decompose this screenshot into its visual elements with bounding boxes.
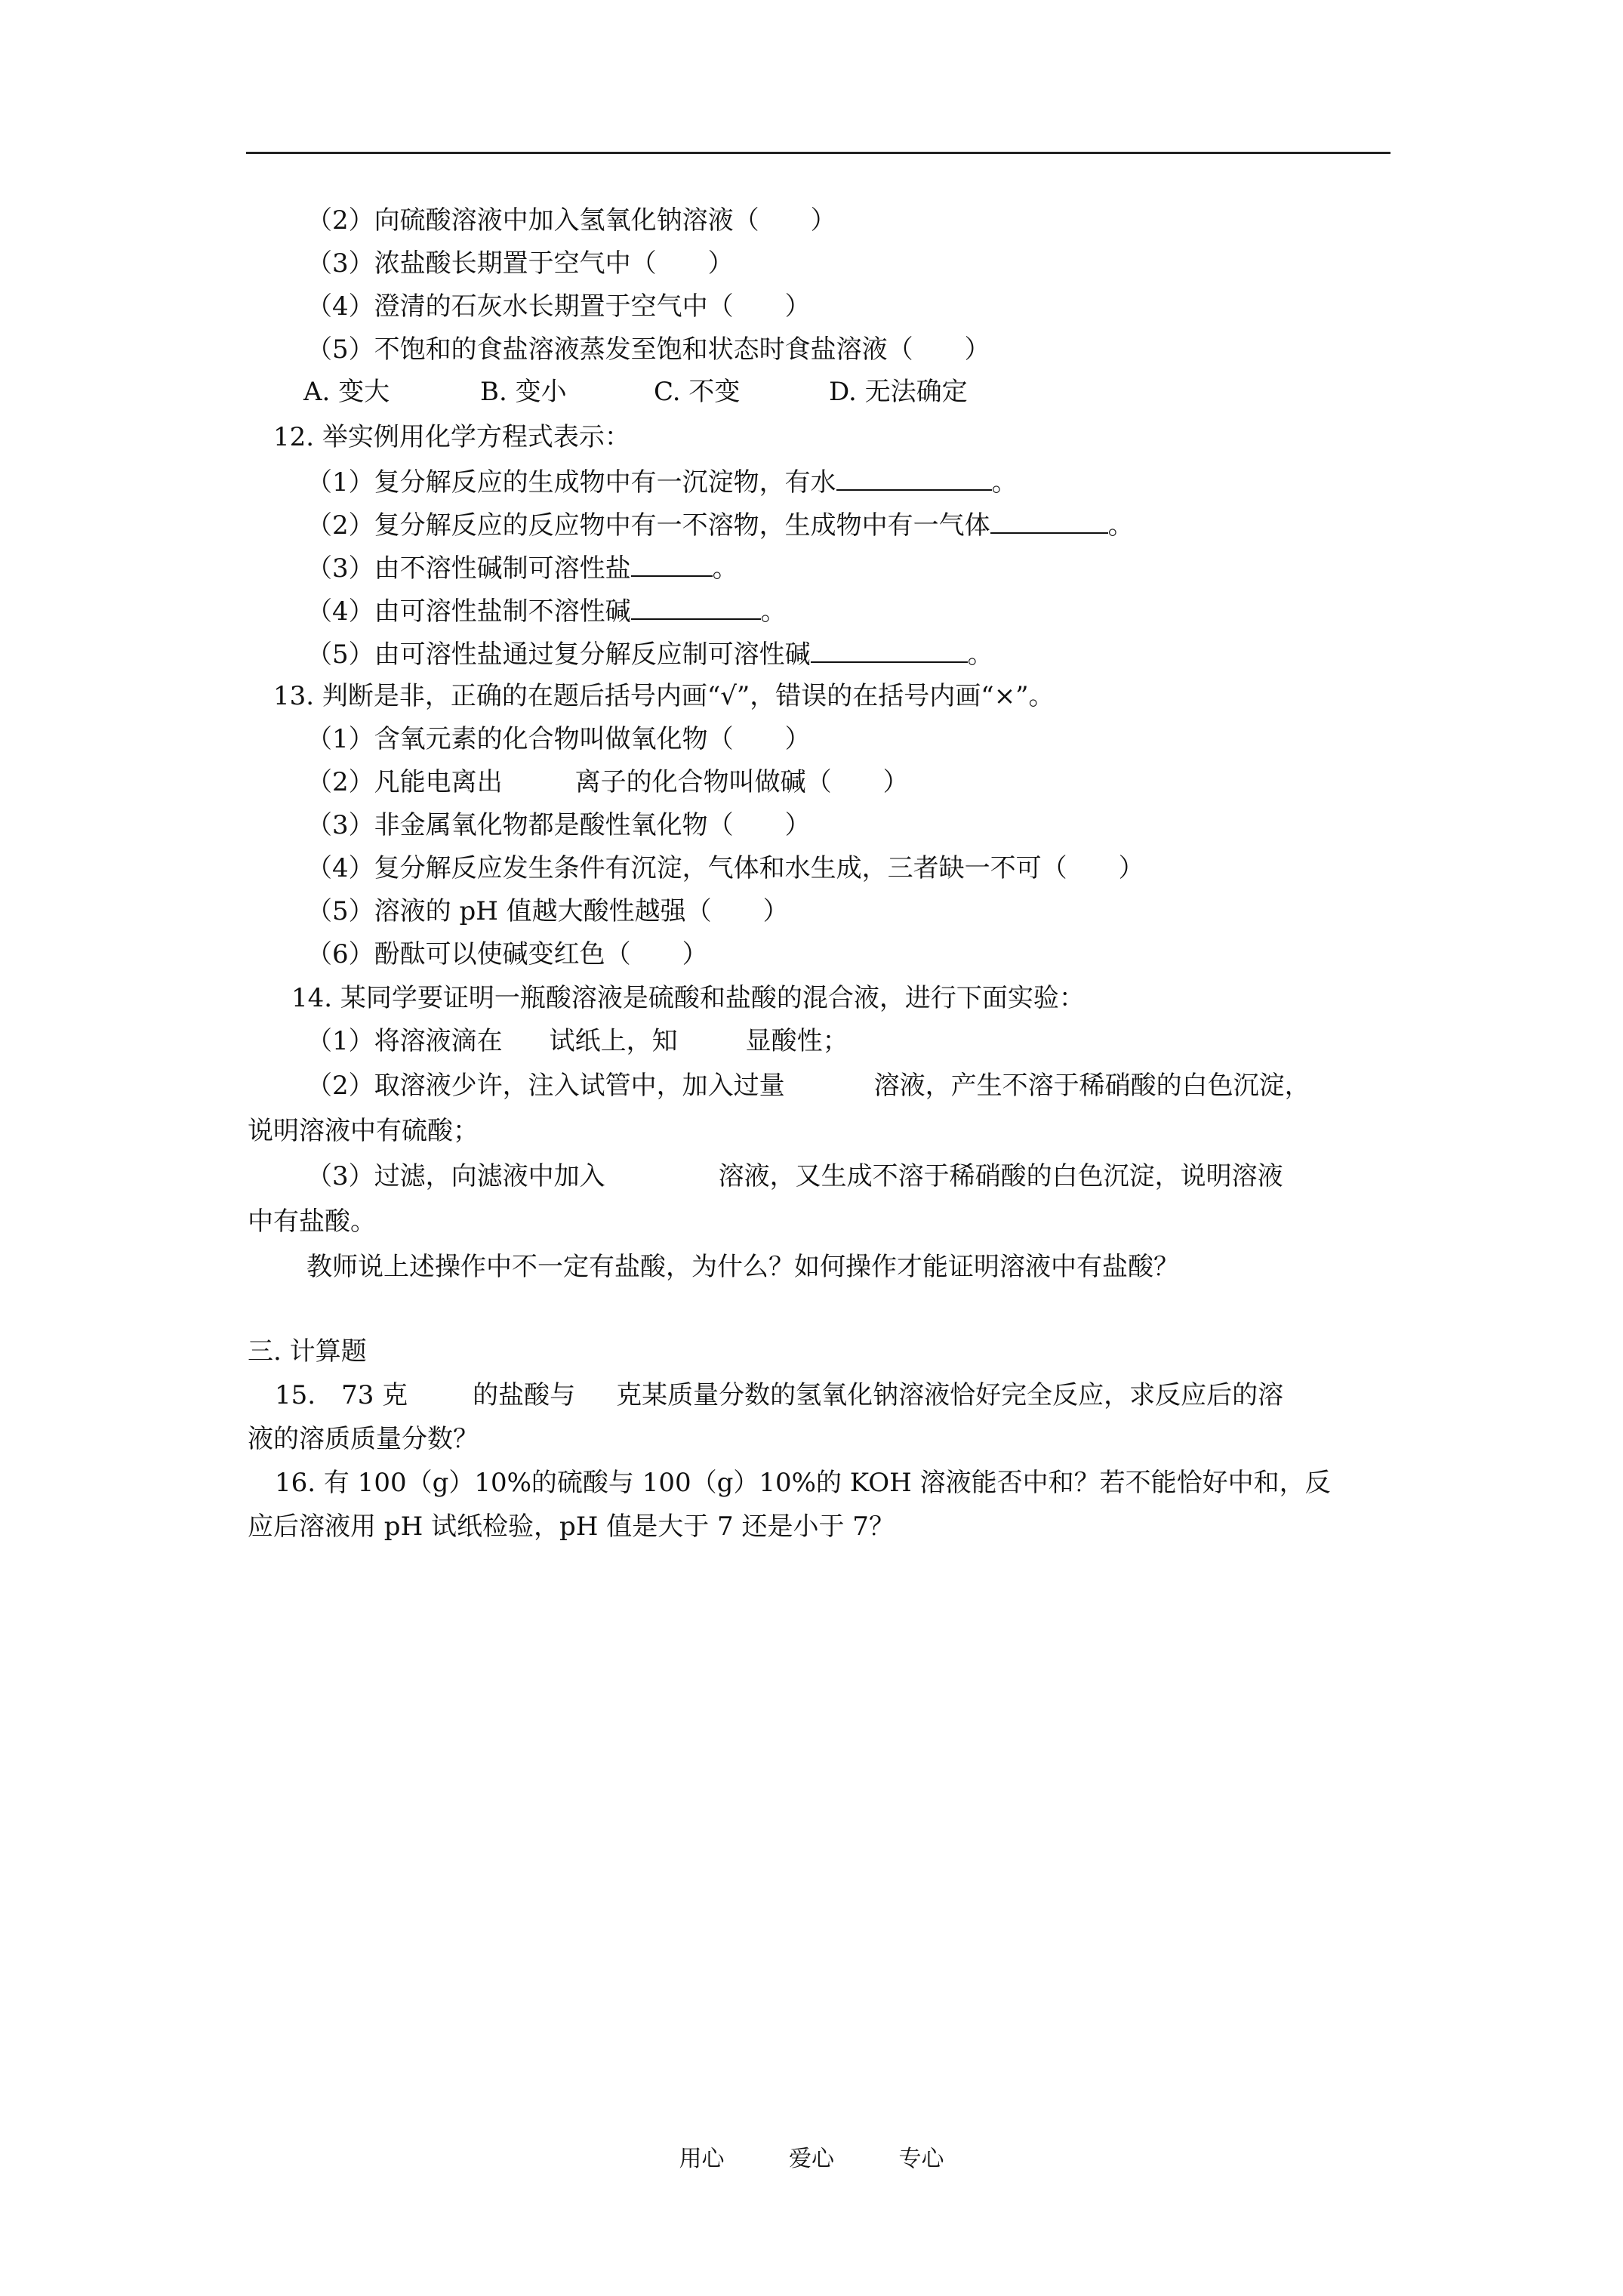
footer-text: 专心 [898, 2146, 944, 2172]
q14-step-1: （1）将溶液滴在 试纸上，知 显酸性； [306, 1026, 848, 1056]
q12-item-2: （2）复分解反应的反应物中有一不溶物，生成物中有一气体 。 [306, 507, 1134, 542]
q14-teacher-note: 教师说上述操作中不一定有盐酸，为什么？如何操作才能证明溶液中有盐酸？ [306, 1252, 1179, 1282]
q14-step-3: （3）过滤，向滤液中加入 溶液，又生成不溶于稀硝酸的白色沉淀，说明溶液 [306, 1161, 1283, 1191]
q12-item-4: （4）由可溶性盐制不溶性碱 。 [306, 593, 787, 628]
q12-item-1: （1）复分解反应的生成物中有一沉淀物，有水 。 [306, 464, 1018, 499]
q11-item-3: （3）浓盐酸长期置于空气中（ ） [306, 248, 734, 279]
q12-title: 12. 举实例用化学方程式表示： [273, 422, 630, 452]
q14-step-2-cont: 说明溶液中有硫酸； [248, 1116, 479, 1146]
q13-item-4: （4）复分解反应发生条件有沉淀，气体和水生成，三者缺一不可（ ） [306, 853, 1144, 883]
q14-step-3-cont: 中有盐酸。 [248, 1207, 376, 1237]
page-footer [0, 2144, 1623, 2174]
q14-step-2: （2）取溶液少许，注入试管中，加入过量 溶液，产生不溶于稀硝酸的白色沉淀， [306, 1071, 1310, 1101]
answer-blank [990, 507, 1108, 534]
q11-item-2: （2）向硫酸溶液中加入氢氧化钠溶液（ ） [306, 205, 836, 236]
section-3-title: 三. 计算题 [248, 1336, 367, 1367]
q11-option-d: D. 无法确定 [829, 377, 968, 407]
q14-title: 14. 某同学要证明一瓶酸溶液是硫酸和盐酸的混合液，进行下面实验： [291, 983, 1085, 1013]
answer-blank [811, 636, 968, 663]
footer-text: 用心 [679, 2146, 725, 2172]
q11-option-b: B. 变小 [480, 377, 567, 407]
q13-item-6: （6）酚酞可以使碱变红色（ ） [306, 939, 708, 969]
header-rule [246, 152, 1390, 154]
q11-option-a: A. 变大 [303, 377, 390, 407]
q13-title: 13. 判断是非，正确的在题后括号内画“√”，错误的在括号内画“×”。 [273, 681, 1055, 711]
q12-item-3: （3）由不溶性碱制可溶性盐 。 [306, 550, 738, 585]
q13-item-3: （3）非金属氧化物都是酸性氧化物（ ） [306, 810, 811, 840]
footer-text: 爱心 [789, 2146, 834, 2172]
q13-item-2: （2）凡能电离出 离子的化合物叫做碱（ ） [306, 767, 909, 797]
q11-item-4: （4）澄清的石灰水长期置于空气中（ ） [306, 291, 811, 322]
q11-item-5: （5）不饱和的食盐溶液蒸发至饱和状态时食盐溶液（ ） [306, 334, 990, 365]
q11-option-c: C. 不变 [654, 377, 741, 407]
q16-line-2: 应后溶液用 pH 试纸检验，pH 值是大于 7 还是小于 7？ [248, 1512, 895, 1542]
q12-item-5: （5）由可溶性盐通过复分解反应制可溶性碱 。 [306, 636, 993, 671]
q13-item-5: （5）溶液的 pH 值越大酸性越强（ ） [306, 896, 789, 926]
answer-blank [631, 593, 761, 620]
answer-blank [631, 550, 713, 577]
q15-line-1: 15. 73 克 的盐酸与 克某质量分数的氢氧化钠溶液恰好完全反应，求反应后的溶 [275, 1380, 1284, 1410]
answer-blank [836, 464, 992, 491]
q13-item-1: （1）含氧元素的化合物叫做氧化物（ ） [306, 724, 811, 754]
q16-line-1: 16. 有 100（g）10%的硫酸与 100（g）10%的 KOH 溶液能否中和？若不能恰好中和，反 [275, 1468, 1331, 1498]
q15-line-2: 液的溶质质量分数？ [248, 1424, 479, 1454]
